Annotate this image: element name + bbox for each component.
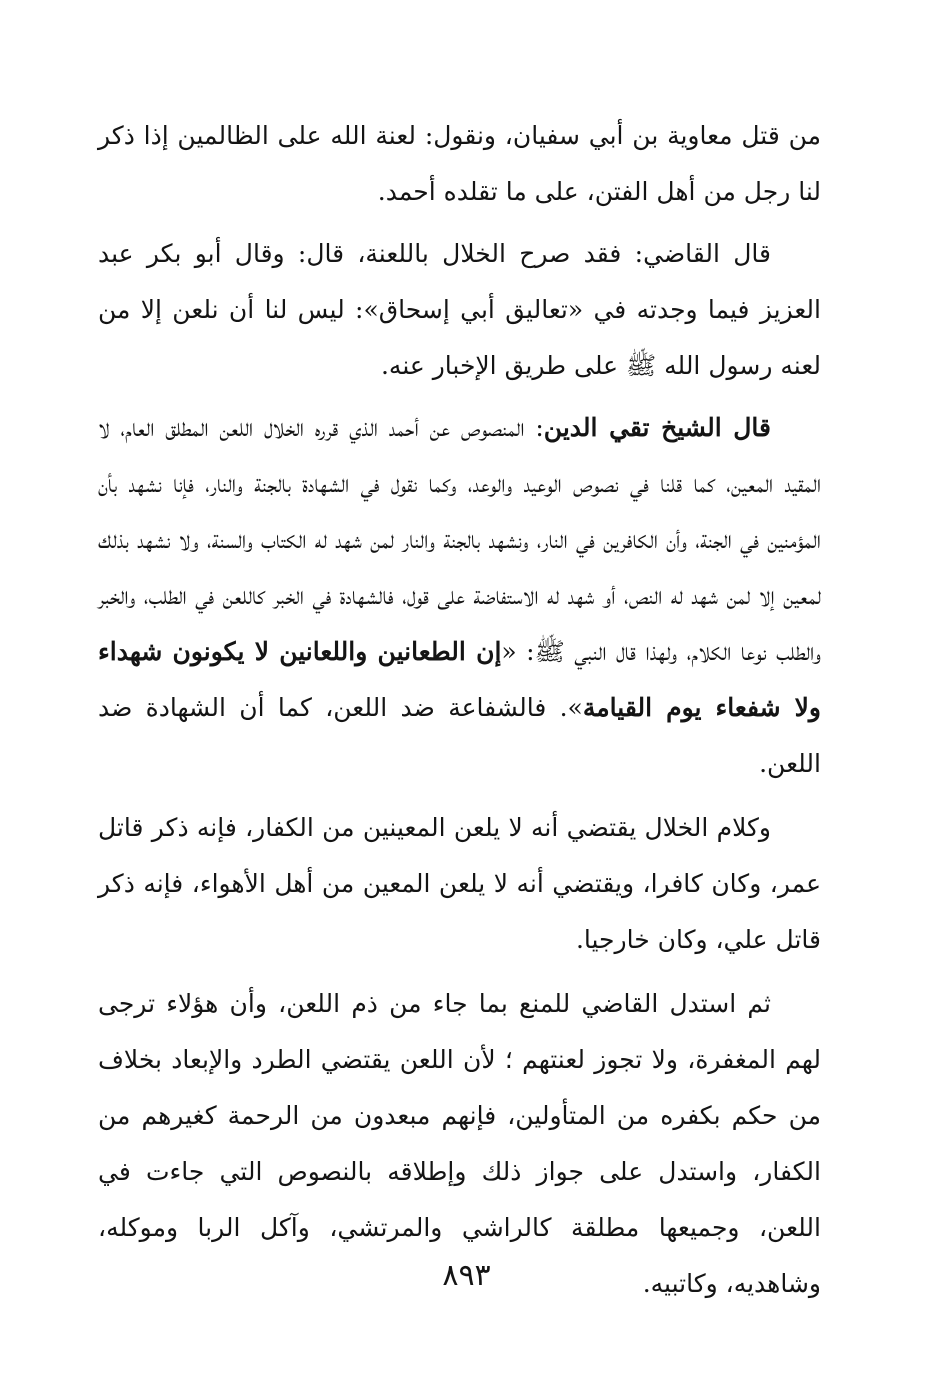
paragraph-1 (98, 108, 821, 220)
paragraph-4 (98, 800, 821, 968)
paragraph-3-hadith-quote: إن الطعانين واللعانين لا يكونون شهداء ولا شفعاء يوم القيامة (98, 637, 821, 722)
body-text (98, 108, 821, 1312)
paragraph-3-text: : المنصوص عن أحمد الذي قرره الخلال اللعن المطلق العام، لا المقيد المعين، كما قلنا في نصوص الوعيد والوعد، وكما نقول في الشهادة بالجنة والنار، فإنا نشهد بأن المؤمنين في الجنة، وأن الكافرين في النار، ونشهد بالجنة والنار لمن شهد له الكتاب والسنة، ولا نشهد بذلك لمعين إلا لمن شهد له النص، أو شهد له الاستفاضة على قول، فالشهادة في الخبر كاللعن في الطلب، والخبر والطلب نوعا الكلام، ولهذا قال النبي ﷺ: « (98, 413, 821, 666)
paragraph-2 (98, 226, 821, 394)
paragraph-3 (98, 400, 821, 792)
paragraph-4-text: وكلام الخلال يقتضي أنه لا يلعن المعينين من الكفار، فإنه ذكر قاتل عمر، وكان كافرا، ويقتضي أنه لا يلعن المعين من أهل الأهواء، فإنه ذكر قاتل علي، وكان خارجيا. (98, 813, 821, 954)
paragraph-3-bold-lead: قال الشيخ تقي الدين (543, 413, 771, 442)
paragraph-2-text: قال القاضي: فقد صرح الخلال باللعنة، قال: وقال أبو بكر عبد العزيز فيما وجدته في «تعاليق أبي إسحاق»: ليس لنا أن نلعن إلا من لعنه رسول الله ﷺ على طريق الإخبار عنه. (98, 239, 821, 380)
paragraph-5-text: ثم استدل القاضي للمنع بما جاء من ذم اللعن، وأن هؤلاء ترجى لهم المغفرة، ولا تجوز لعنتهم ؛ لأن اللعن يقتضي الطرد والإبعاد بخلاف من حكم بكفره من المتأولين، فإنهم مبعدون من الرحمة كغيرهم من الكفار، واستدل على جواز ذلك وإطلاقه بالنصوص التي جاءت في اللعن، وجميعها مطلقة كالراشي والمرتشي، وآكل الربا وموكله، وشاهديه، وكاتبيه. (98, 989, 821, 1298)
paragraph-1-text: من قتل معاوية بن أبي سفيان، ونقول: لعنة الله على الظالمين إذا ذكر لنا رجل من أهل الفتن، على ما تقلده أحمد. (98, 121, 821, 206)
paragraph-3-tail: ». فالشفاعة ضد اللعن، كما أن الشهادة ضد اللعن. (98, 693, 821, 778)
page-number: ٨٩٣ (442, 1258, 491, 1293)
